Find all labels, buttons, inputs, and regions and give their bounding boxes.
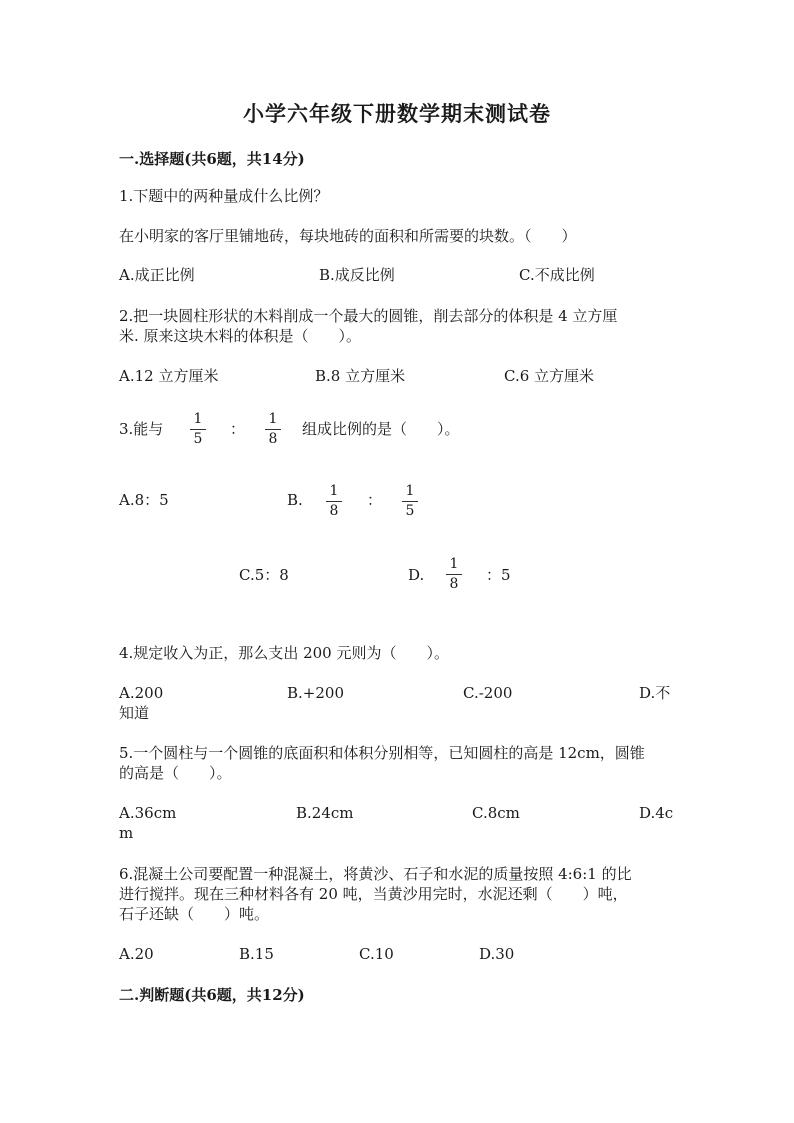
question-2-option-c: C.6 立方厘米 bbox=[504, 367, 595, 385]
section-heading-judgment: 二.判断题(共6题，共12分) bbox=[119, 986, 305, 1004]
question-5-option-c: C.8cm bbox=[472, 804, 520, 822]
question-3-colon: ： bbox=[230, 420, 246, 438]
fraction-numerator: 1 bbox=[405, 483, 415, 499]
question-3-option-d-fraction bbox=[446, 556, 462, 593]
fraction-numerator: 1 bbox=[329, 483, 339, 499]
fraction-denominator: 8 bbox=[268, 431, 278, 447]
section-heading-choice: 一.选择题(共6题，共14分) bbox=[119, 150, 305, 168]
question-3-option-b-colon: ： bbox=[367, 491, 383, 509]
fraction-denominator: 5 bbox=[193, 431, 203, 447]
question-2-option-a: A.12 立方厘米 bbox=[119, 367, 219, 385]
question-2-option-b: B.8 立方厘米 bbox=[315, 367, 406, 385]
question-6-option-d: D.30 bbox=[479, 945, 515, 963]
question-3-fraction-a bbox=[190, 411, 206, 448]
question-4-option-a: A.200 bbox=[119, 684, 164, 702]
question-6-line-2: 进行搅拌。现在三种材料各有 20 吨，当黄沙用完时，水泥还剩（ ）吨， bbox=[119, 885, 628, 903]
question-5-option-d-wrap: m bbox=[119, 824, 134, 842]
question-3-option-b-label: B. bbox=[287, 491, 303, 509]
question-3-fraction-b bbox=[265, 411, 281, 448]
question-3-suffix: 组成比例的是（ ）。 bbox=[302, 420, 460, 438]
question-2-line-1: 2.把一块圆柱形状的木料削成一个最大的圆锥，削去部分的体积是 4 立方厘 bbox=[119, 307, 618, 325]
fraction-bar bbox=[326, 501, 342, 502]
fraction-numerator: 1 bbox=[193, 411, 203, 427]
question-1-stem: 1.下题中的两种量成什么比例？ bbox=[119, 187, 329, 205]
question-1-subtext: 在小明家的客厅里铺地砖，每块地砖的面积和所需要的块数。（ ） bbox=[119, 227, 577, 245]
fraction-denominator: 5 bbox=[405, 503, 415, 519]
question-6-option-b: B.15 bbox=[239, 945, 274, 963]
fraction-denominator: 8 bbox=[329, 503, 339, 519]
question-6-option-a: A.20 bbox=[119, 945, 154, 963]
question-2-line-2: 米. 原来这块木料的体积是（ ）。 bbox=[119, 327, 362, 345]
question-5-option-d: D.4c bbox=[639, 804, 674, 822]
question-4-stem: 4.规定收入为正，那么支出 200 元则为（ ）。 bbox=[119, 644, 449, 662]
question-3-option-b-fraction-1 bbox=[326, 483, 342, 520]
fraction-bar bbox=[190, 429, 206, 430]
question-5-option-a: A.36cm bbox=[119, 804, 177, 822]
question-5-line-1: 5.一个圆柱与一个圆锥的底面积和体积分别相等，已知圆柱的高是 12cm，圆锥 bbox=[119, 744, 645, 762]
question-5-option-b: B.24cm bbox=[296, 804, 354, 822]
question-6-line-3: 石子还缺（ ）吨。 bbox=[119, 905, 270, 923]
question-1-option-c: C.不成比例 bbox=[519, 266, 595, 284]
question-4-option-d: D.不 bbox=[639, 684, 671, 702]
question-4-option-b: B.+200 bbox=[287, 684, 344, 702]
question-3-option-d-tail: ：5 bbox=[486, 566, 511, 584]
question-1-option-a: A.成正比例 bbox=[119, 266, 195, 284]
fraction-bar bbox=[402, 501, 418, 502]
question-3-option-b-fraction-2 bbox=[402, 483, 418, 520]
question-1-option-b: B.成反比例 bbox=[319, 266, 395, 284]
fraction-numerator: 1 bbox=[449, 556, 459, 572]
question-5-line-2: 的高是（ ）。 bbox=[119, 764, 232, 782]
question-3-option-a: A.8：5 bbox=[119, 491, 169, 509]
question-3-prefix: 3.能与 bbox=[119, 420, 164, 438]
fraction-numerator: 1 bbox=[268, 411, 278, 427]
page-title: 小学六年级下册数学期末测试卷 bbox=[243, 101, 551, 126]
question-4-option-c: C.-200 bbox=[463, 684, 513, 702]
question-4-option-d-wrap: 知道 bbox=[119, 704, 150, 722]
question-6-line-1: 6.混凝土公司要配置一种混凝土，将黄沙、石子和水泥的质量按照 4:6:1 的比 bbox=[119, 865, 632, 883]
question-3-option-c: C.5：8 bbox=[239, 566, 289, 584]
fraction-bar bbox=[265, 429, 281, 430]
fraction-denominator: 8 bbox=[449, 576, 459, 592]
question-3-option-d-label: D. bbox=[408, 566, 425, 584]
fraction-bar bbox=[446, 574, 462, 575]
question-6-option-c: C.10 bbox=[359, 945, 394, 963]
